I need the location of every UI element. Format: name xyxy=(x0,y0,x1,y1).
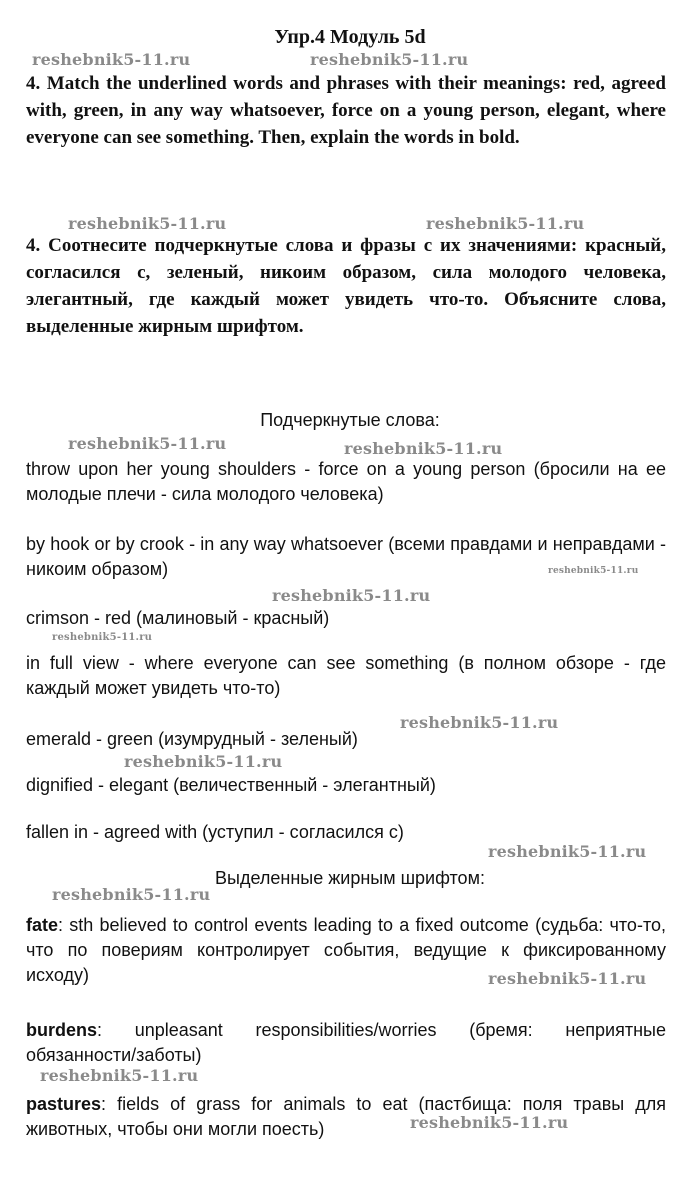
watermark: reshebnik5-11.ru xyxy=(488,842,647,861)
watermark: reshebnik5-11.ru xyxy=(310,50,469,69)
watermark: reshebnik5-11.ru xyxy=(124,752,283,771)
watermark: reshebnik5-11.ru xyxy=(488,969,647,988)
page-title: Упр.4 Модуль 5d xyxy=(274,26,426,48)
bold-heading: Выделенные жирным шрифтом: xyxy=(215,868,485,888)
underlined-item: fallen in - agreed with (уступил - согласился с) xyxy=(26,822,404,842)
watermark: reshebnik5-11.ru xyxy=(32,50,191,69)
underlined-item: dignified - elegant (величественный - элегантный) xyxy=(26,775,436,795)
watermark: reshebnik5-11.ru xyxy=(68,434,227,453)
definition: : sth believed to control events leading to a fixed outcome (судьба: что-то, что по повериям контролирует события, ведущие к фиксированному исходу) xyxy=(26,915,666,985)
task-russian: 4. Соотнесите подчеркнутые слова и фразы с их значениями: красный, согласился с, зеленый, никоим образом, сила молодого человека, элегантный, где каждый может увидеть что-то. Объясните слова, выделенные жирным шрифтом. xyxy=(26,235,666,337)
watermark: reshebnik5-11.ru xyxy=(272,586,431,605)
underlined-item: emerald - green (изумрудный - зеленый) xyxy=(26,729,358,749)
watermark: reshebnik5-11.ru xyxy=(344,439,503,458)
watermark: reshebnik5-11.ru xyxy=(426,214,585,233)
bold-item-pastures xyxy=(26,1092,666,1142)
watermark: reshebnik5-11.ru xyxy=(548,566,639,576)
underlined-item: by hook or by crook - in any way whatsoever (всеми правдами и неправдами - никоим образом) xyxy=(26,534,666,579)
term: burdens xyxy=(26,1020,98,1040)
watermark: reshebnik5-11.ru xyxy=(410,1113,569,1132)
task-english: 4. Match the underlined words and phrases with their meanings: red, agreed with, green, in any way whatsoever, force on a young person, elegant, where everyone can see something. Then, explain the words in bold. xyxy=(26,73,666,148)
underlined-item: in full view - where everyone can see something (в полном обзоре - где каждый может увидеть что-то) xyxy=(26,653,666,698)
underlined-item: throw upon her young shoulders - force on a young person (бросили на ее молодые плечи - сила молодого человека) xyxy=(26,459,666,504)
term: fate xyxy=(26,915,59,935)
underlined-heading: Подчеркнутые слова: xyxy=(260,410,440,430)
bold-item-burdens xyxy=(26,1018,666,1068)
watermark: reshebnik5-11.ru xyxy=(40,1066,199,1085)
term: pastures xyxy=(26,1094,102,1114)
watermark: reshebnik5-11.ru xyxy=(52,885,211,904)
definition: : unpleasant responsibilities/worries (бремя: неприятные обязанности/заботы) xyxy=(26,1020,666,1065)
watermark: reshebnik5-11.ru xyxy=(400,713,559,732)
watermark: reshebnik5-11.ru xyxy=(68,214,227,233)
watermark: reshebnik5-11.ru xyxy=(52,632,153,643)
underlined-item: crimson - red (малиновый - красный) xyxy=(26,608,330,628)
definition: : fields of grass for animals to eat (пастбища: поля травы для животных, чтобы они могли поесть) xyxy=(26,1094,666,1139)
